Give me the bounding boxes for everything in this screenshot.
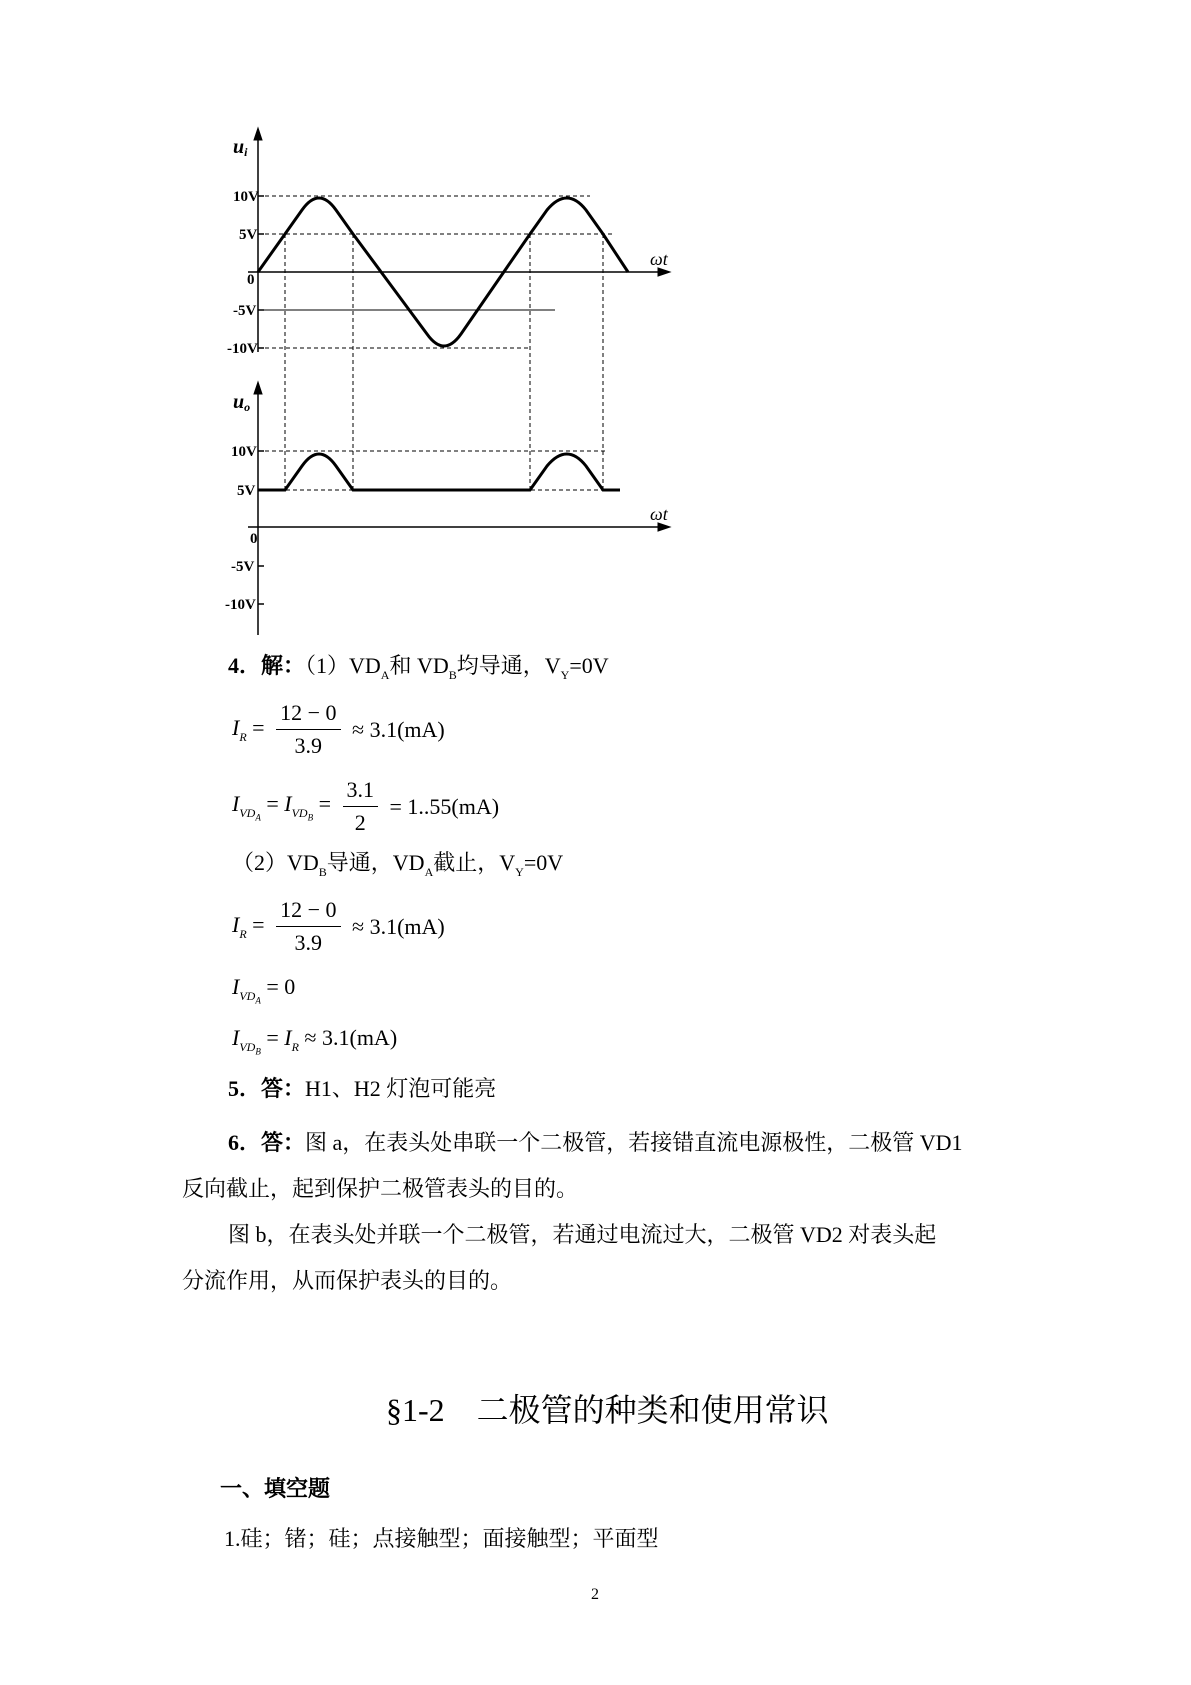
bottom-ylabel: uo	[233, 391, 251, 414]
bottom-origin: 0	[250, 531, 258, 547]
top-ylabel: ui	[233, 136, 248, 159]
top-tick-minus10v: -10V	[227, 341, 258, 357]
bottom-tick-minus5v: -5V	[231, 559, 255, 575]
q6-line-4: 分流作用，从而保护表头的目的。	[182, 1268, 513, 1293]
q5-line	[228, 1078, 496, 1100]
page-number: 2	[591, 1586, 599, 1603]
bottom-tick-10v: 10V	[231, 444, 257, 460]
bottom-tick-minus10v: -10V	[225, 597, 256, 613]
q4-part1-line: 4．解：$(1)VD_A$和 $VD_B$均导通，$V_Y=0V$	[228, 653, 609, 682]
bottom-y-arrow	[254, 382, 262, 394]
q6-line-2: 反向截止，起到保护二极管表头的目的。	[182, 1176, 579, 1201]
top-origin: 0	[247, 272, 255, 288]
q6-label: 6．答：	[228, 1130, 306, 1155]
q6-line-3: 图 b，在表头处并联一个二极管，若通过电流过大，二极管 VD2 对表头起	[228, 1222, 937, 1247]
output-clipped-wave	[258, 454, 620, 490]
top-tick-10v: 10V	[233, 189, 259, 205]
equation-ir-1: $I_R$ = $\frac{12 - 0}{3.9}$ ≈ 3.1(mA)	[232, 700, 445, 758]
bottom-tick-5v: 5V	[237, 483, 256, 499]
top-tick-5v: 5V	[239, 227, 258, 243]
equation-ivd-split: $I_{VD_A} = I_{VD_B}$ = $\frac{3.1}{2}$ = 1..55(mA)	[232, 777, 500, 835]
bottom-x-arrow	[658, 523, 670, 531]
waveform-figure	[0, 0, 1191, 640]
answer-1: 1.硅；锗；硅；点接触型；面接触型；平面型	[224, 1526, 659, 1551]
top-y-arrow	[254, 128, 262, 140]
section-title: §1-2 二极管的种类和使用常识	[386, 1392, 829, 1428]
q4-label: 4．解：	[228, 653, 306, 678]
subsection-heading: 一、填空题	[220, 1476, 331, 1501]
q5-label: 5．答：	[228, 1076, 306, 1101]
q4-part2-line: $(2)VD_B$导通，$VD_A$截止，$V_Y=0V$	[232, 850, 564, 879]
q6-line-1: 6．答：图 a，在表头处串联一个二极管，若接错直流电源极性，二极管 VD1	[228, 1130, 963, 1155]
equation-ir-2: $I_R$ = $\frac{12 - 0}{3.9}$ ≈ 3.1(mA)	[232, 897, 445, 955]
equation-ivdb: $I_{VD_B} = I_R \approx 3.1(mA)$	[232, 1025, 398, 1057]
q6-paragraph	[182, 1120, 1022, 1304]
top-x-arrow	[658, 268, 670, 276]
top-xlabel: ωt	[650, 249, 668, 269]
q5-text: H1、H2 灯泡可能亮	[305, 1076, 497, 1101]
bottom-xlabel: ωt	[650, 504, 668, 524]
top-tick-minus5v: -5V	[233, 303, 257, 319]
equation-ivda-zero: $I_{VD_A} = 0$	[232, 974, 296, 1006]
